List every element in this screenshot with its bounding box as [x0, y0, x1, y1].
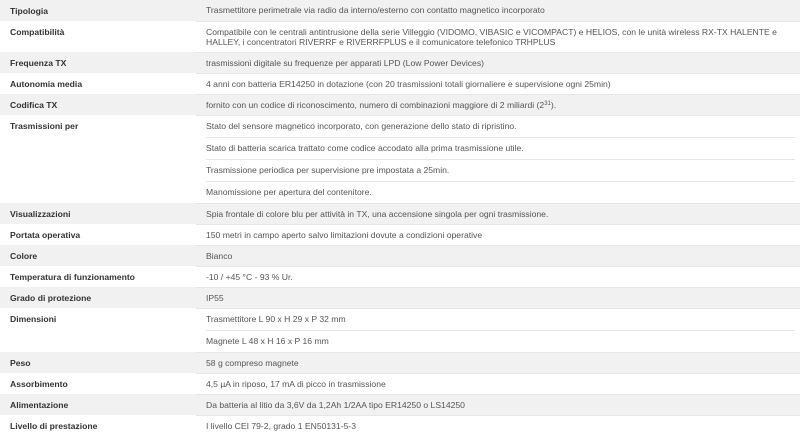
spec-row — [0, 373, 800, 394]
spec-value — [196, 352, 800, 373]
spec-value-text: Da batteria al litio da 3,6V da 1,2Ah 1/2AA tipo ER14250 o LS14250 — [206, 399, 465, 410]
spec-row — [0, 224, 800, 245]
spec-value — [196, 224, 800, 245]
spec-value-text: Compatibile con le centrali antintrusione della serie Villeggio (VIDOMO, VIBASIC e VICOMPACT) e HELIOS, con le unità wireless RX-TX HALENTE e HALLEY, i concentratori RIVERRF e RIVERRFPLUS e il comunicatore telefonico TRHPLUS — [206, 26, 777, 47]
spec-label: Frequenza TX — [0, 52, 196, 73]
spec-label: Grado di protezione — [0, 287, 196, 308]
spec-value-text: Bianco — [206, 250, 233, 261]
spec-value — [196, 373, 800, 394]
spec-value — [196, 52, 800, 73]
spec-row — [0, 352, 800, 373]
spec-value-text: I livello CEI 79-2, grado 1 EN50131-5-3 — [206, 420, 356, 431]
spec-value-line: Trasmettitore L 90 x H 29 x P 32 mm — [206, 314, 346, 324]
spec-value — [196, 0, 800, 21]
spec-row — [0, 394, 800, 415]
spec-value — [196, 394, 800, 415]
spec-row — [0, 266, 800, 287]
spec-label: Assorbimento — [0, 373, 196, 394]
spec-label: Trasmissioni per — [0, 115, 196, 203]
spec-label: Tipologia — [0, 0, 196, 21]
spec-value-text: 4 anni con batteria ER14250 in dotazione (con 20 trasmissioni totali giornaliere e supervisione ogni 25min) — [206, 78, 611, 89]
spec-label: Codifica TX — [0, 94, 196, 115]
spec-label: Colore — [0, 245, 196, 266]
spec-row — [0, 415, 800, 436]
spec-value-line: Stato di batteria scarica trattato come codice accodato alla prima trasmissione utile. — [206, 137, 795, 159]
spec-value-line: Stato del sensore magnetico incorporato, con generazione dello stato di ripristino. — [206, 121, 517, 131]
spec-label: Livello di prestazione — [0, 415, 196, 436]
spec-row — [0, 21, 800, 52]
spec-value-text: trasmissioni digitale su frequenze per apparati LPD (Low Power Devices) — [206, 57, 484, 68]
spec-label: Dimensioni — [0, 308, 196, 352]
spec-value — [196, 287, 800, 308]
spec-label: Peso — [0, 352, 196, 373]
spec-value — [196, 21, 800, 52]
spec-label: Visualizzazioni — [0, 203, 196, 224]
spec-value-text: -10 / +45 °C - 93 % Ur. — [206, 271, 293, 282]
spec-label: Alimentazione — [0, 394, 196, 415]
spec-value — [196, 115, 800, 203]
spec-value-suffix: ). — [550, 99, 557, 110]
spec-value-text: 4,5 µA in riposo, 17 mA di picco in trasmissione — [206, 378, 386, 389]
spec-value — [196, 308, 800, 352]
spec-value — [196, 266, 800, 287]
spec-row — [0, 308, 800, 352]
spec-value-text: 150 metri in campo aperto salvo limitazioni dovute a condizioni operative — [206, 229, 483, 240]
spec-row — [0, 0, 800, 21]
spec-value-text: Spia frontale di colore blu per attività in TX, una accensione singola per ogni trasmissione. — [206, 208, 549, 219]
spec-row — [0, 73, 800, 94]
spec-value — [196, 245, 800, 266]
spec-value — [196, 415, 800, 436]
spec-label: Temperatura di funzionamento — [0, 266, 196, 287]
spec-row — [0, 245, 800, 266]
spec-value — [196, 203, 800, 224]
spec-value-text: 58 g compreso magnete — [206, 357, 299, 368]
spec-row — [0, 94, 800, 115]
spec-row — [0, 287, 800, 308]
spec-value-line: Trasmissione periodica per supervisione pre impostata a 25min. — [206, 159, 795, 181]
spec-row — [0, 115, 800, 203]
spec-value-line: Magnete L 48 x H 16 x P 16 mm — [206, 330, 795, 352]
spec-value — [196, 94, 800, 115]
spec-value-text: fornito con un codice di riconoscimento, numero di combinazioni maggiore di 2 miliardi (2 — [206, 99, 545, 110]
spec-value — [196, 73, 800, 94]
spec-value-text: Trasmettitore perimetrale via radio da interno/esterno con contatto magnetico incorporato — [206, 5, 545, 16]
spec-value-line: Manomissione per apertura del contenitore. — [206, 181, 795, 203]
spec-row — [0, 203, 800, 224]
spec-value-text: IP55 — [206, 292, 224, 303]
spec-label: Autonomia media — [0, 73, 196, 94]
spec-label: Portata operativa — [0, 224, 196, 245]
spec-label: Compatibilità — [0, 21, 196, 52]
spec-row — [0, 52, 800, 73]
spec-value-superscript: 31 — [544, 100, 551, 107]
